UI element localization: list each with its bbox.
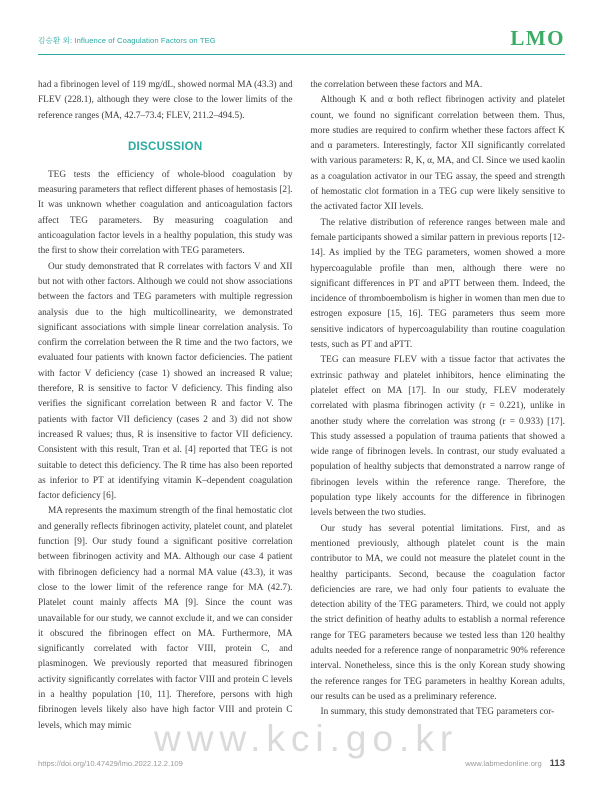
paragraph: TEG can measure FLEV with a tissue factor that activates the extrinsic pathway and platelet inhibitors, hence eliminating the platelet effect on MA [17]. In our study, FLEV moderately correlated with plasma fibrinogen activity (r = 0.221), unlike in another study where the correlation was strong (r = 0.933) [17]. This study assessed a population of trauma patients that showed a wide range of fibrinogen levels. In contrast, our study evaluated a population of healthy subjects that demonstrated a narrow range of fibrinogen levels within the reference range. Therefore, the population type likely accounts for the difference in fibrinogen levels between the two studies. — [310, 355, 565, 519]
paragraph: Our study demonstrated that R correlates with factors V and XII but not with other factors. Although we could not show associations between the factors and TEG parameters with multiple regression analysis due to the high multicollinearity, we demonstrated significant associations with simple linear correlation analysis. To confirm the correlation between the R time and the two factors, we evaluated four patients with known factor deficiencies. The patient with factor V deficiency (case 1) showed an increased R value; therefore, R is sensitive to factor V deficiency. This finding also verifies the significant correlation between R and factor V. The patients with factor VII deficiency (cases 2 and 3) did not show increased R values; thus, R is insensitive to factor VII deficiency. Consistent with this result, Tran et al. [4] reported that TEG is not suitable to detect this deficiency. The R time has also been reported as inferior to PT at identifying vitamin K–dependent coagulation factor deficiency [6]. — [38, 261, 293, 502]
page-header — [38, 28, 565, 55]
footer-right — [465, 758, 565, 769]
kci-watermark: www.kci.go.kr — [154, 718, 459, 759]
page-footer — [38, 758, 565, 769]
paragraph: MA represents the maximum strength of the final hemostatic clot and generally reflects fibrinogen activity, platelet count, and platelet function [9]. Our study found a significant positive correlation between fibrinogen activity and MA. Although our case 4 patient with fibrinogen deficiency had a normal MA value (43.3), it was close to the lower limit of the reference range for MA (42.7). Platelet count mainly affects MA [9]. Since the count was unavailable for our study, we cannot exclude it, and we can consider it obscured the fibrinogen effect on MA. Furthermore, MA significantly correlated with factor VIII, protein C, and plasminogen. We previously reported that measured fibrinogen activity significantly correlates with factor VIII and protein C levels in a healthy population [10, 11]. Therefore, persons with high fibrinogen levels likely also have high factor VIII and protein C levels, which may mimic — [38, 506, 293, 731]
paragraph: The relative distribution of reference ranges between male and female participants showed a similar pattern in previous reports [12-14]. As implied by the TEG parameters, women showed a more hypercoagulable profile than men, although there were no significant differences in PT and aPTT between them. Indeed, the incidence of thromboembolism is higher in women than men due to estrogen exposure [15, 16]. TEG parameters thus seem more sensitive indicators of hypercoagulability than routine coagulation tests, such as PT and aPTT. — [310, 217, 565, 351]
doi-link[interactable]: https://doi.org/10.47429/lmo.2022.12.2.109 — [38, 759, 183, 768]
paragraph-continuation: had a fibrinogen level of 119 mg/dL, showed normal MA (43.3) and FLEV (228.1), although they were close to the lower limits of the reference ranges (MA, 42.7–73.4; FLEV, 211.2–494.5). — [38, 80, 293, 121]
paragraph: Although K and α both reflect fibrinogen activity and platelet count, we found no significant correlation between them. Thus, more studies are required to confirm whether these factors affect K and α parameters. Interestingly, factor XII significantly correlated with various parameters: R, K, α, MA, and CI. Since we used kaolin as a coagulation activator in our TEG assay, the speed and strength of hemostatic clot formation in a TEG cup were likely sensitive to the activated factor XII levels. — [310, 95, 565, 213]
article-body — [38, 78, 565, 734]
journal-site-link[interactable]: www.labmedonline.org — [465, 759, 542, 768]
left-column — [38, 78, 293, 734]
paragraph: Our study has several potential limitations. First, and as mentioned previously, although platelet count is the main contributor to MA, we could not measure the platelet count in the healthy participants. Second, because the coagulation factor deficiencies are rare, we had only four patients to evaluate the detection ability of the TEG parameters. Third, we could not apply the strict definition of heathy adults to establish a normal reference range for TEG parameters because we tested less than 120 healthy adults needed for a reference range of nonparametric 90% reference interval. Nonetheless, since this is the only Korean study showing the reference ranges for TEG parameters in healthy Korean adults, our results can be used as a preliminary reference. — [310, 523, 565, 702]
right-column — [311, 78, 566, 734]
paragraph: In summary, this study demonstrated that TEG parameters cor- — [320, 707, 555, 718]
journal-logo: LMO — [510, 26, 565, 50]
paragraph: TEG tests the efficiency of whole-blood coagulation by measuring parameters that reflect different phases of hemostasis [2]. It was unknown whether coagulation and anticoagulation factors affect TEG parameters. By measuring coagulation and anticoagulation factor levels in a healthy population, this study was the first to show their correlation with TEG parameters. — [38, 169, 293, 257]
paragraph-continuation: the correlation between these factors and MA. — [310, 80, 483, 90]
running-head: 김승환 외: Influence of Coagulation Factors on TEG — [38, 36, 216, 45]
page-number: 113 — [549, 758, 565, 769]
section-heading-discussion: DISCUSSION — [127, 140, 203, 153]
